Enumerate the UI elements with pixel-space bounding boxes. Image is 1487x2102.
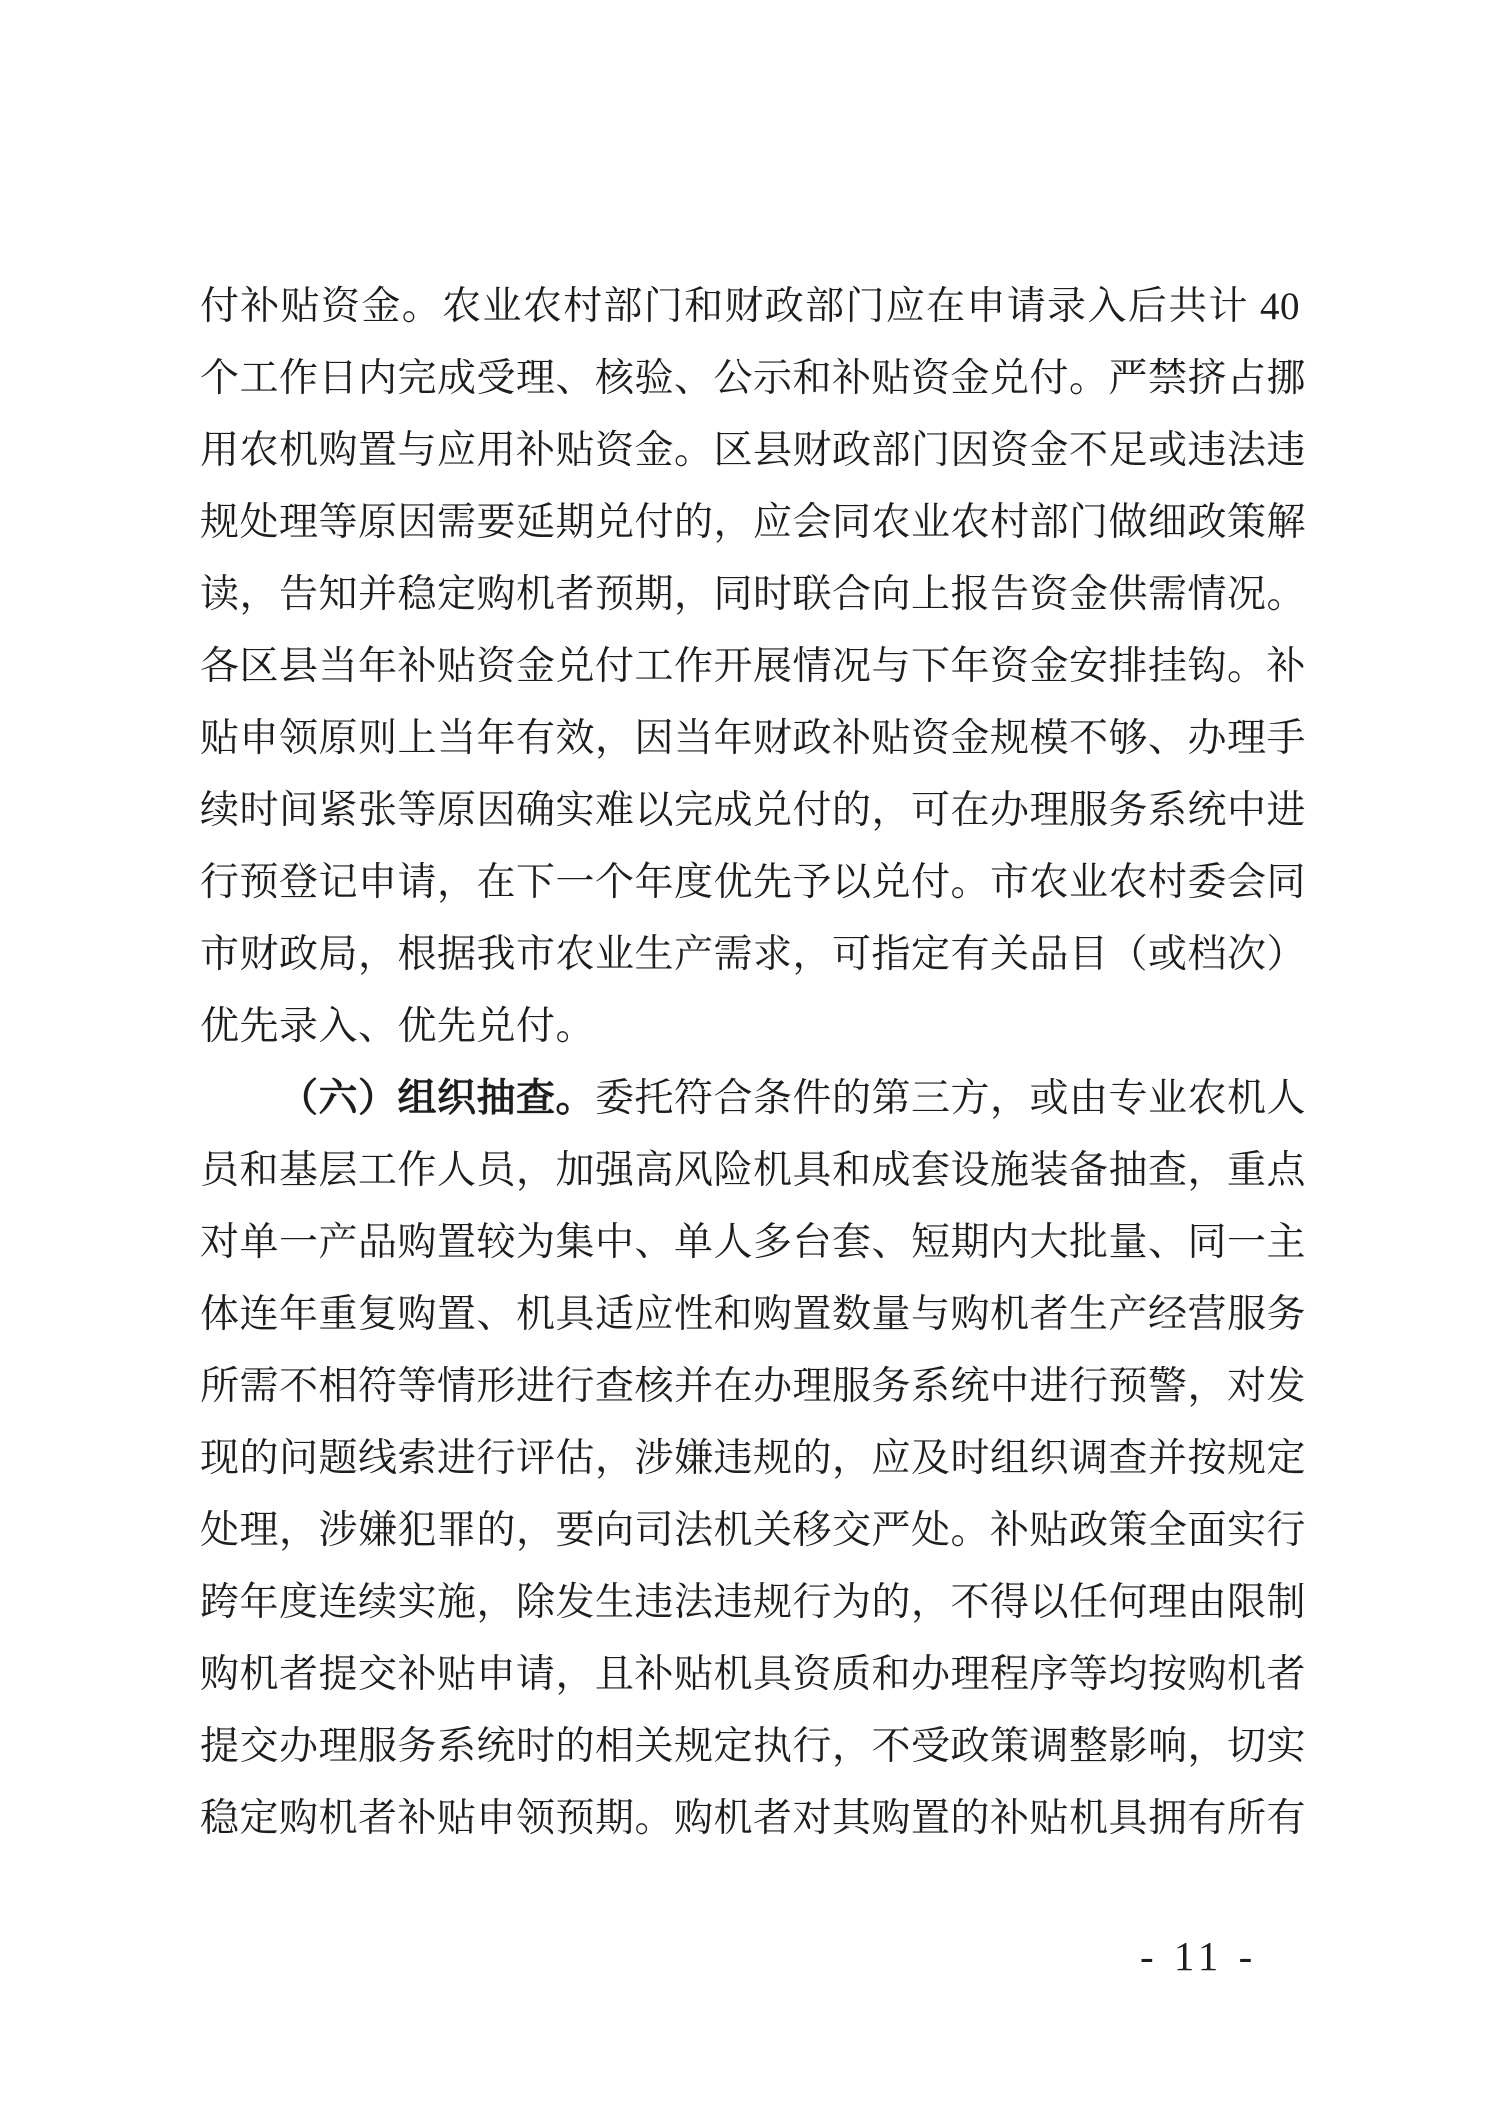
text-line: 续时间紧张等原因确实难以完成兑付的，可在办理服务系统中进 bbox=[200, 789, 1307, 832]
section-heading: （六）组织抽查。 bbox=[279, 1077, 596, 1120]
text-line: 各区县当年补贴资金兑付工作开展情况与下年资金安排挂钩。补 bbox=[200, 645, 1307, 688]
text-line: 稳定购机者补贴申领预期。购机者对其购置的补贴机具拥有所有 bbox=[200, 1797, 1307, 1840]
text-line: 贴申领原则上当年有效，因当年财政补贴资金规模不够、办理手 bbox=[200, 717, 1307, 760]
text-line: 提交办理服务系统时的相关规定执行，不受政策调整影响，切实 bbox=[200, 1725, 1307, 1768]
text-line: 购机者提交补贴申请，且补贴机具资质和办理程序等均按购机者 bbox=[200, 1653, 1307, 1696]
text-line: 所需不相符等情形进行查核并在办理服务系统中进行预警，对发 bbox=[200, 1365, 1307, 1408]
text-run: 委托符合条件的第三方，或由专业农机人 bbox=[595, 1077, 1307, 1120]
text-line: 跨年度连续实施，除发生违法违规行为的，不得以任何理由限制 bbox=[200, 1581, 1307, 1624]
text-line: 个工作日内完成受理、核验、公示和补贴资金兑付。严禁挤占挪 bbox=[200, 357, 1307, 400]
text-line: 规处理等原因需要延期兑付的，应会同农业农村部门做细政策解 bbox=[200, 501, 1307, 544]
text-line: 现的问题线索进行评估，涉嫌违规的，应及时组织调查并按规定 bbox=[200, 1437, 1307, 1480]
text-line: 付补贴资金。农业农村部门和财政部门应在申请录入后共计 40 bbox=[200, 285, 1300, 328]
text-line: 优先录入、优先兑付。 bbox=[200, 1005, 596, 1048]
text-line: 市财政局，根据我市农业生产需求，可指定有关品目（或档次） bbox=[200, 933, 1307, 976]
text-line: 员和基层工作人员，加强高风险机具和成套设施装备抽查，重点 bbox=[200, 1149, 1307, 1192]
text-line: 行预登记申请，在下一个年度优先予以兑付。市农业农村委会同 bbox=[200, 861, 1307, 904]
page-number: - 11 - bbox=[1140, 1933, 1258, 1979]
text-line: 对单一产品购置较为集中、单人多台套、短期内大批量、同一主 bbox=[200, 1221, 1307, 1264]
text-line: 读，告知并稳定购机者预期，同时联合向上报告资金供需情况。 bbox=[200, 573, 1307, 616]
text-line: 体连年重复购置、机具适应性和购置数量与购机者生产经营服务 bbox=[200, 1293, 1307, 1336]
text-line: 用农机购置与应用补贴资金。区县财政部门因资金不足或违法违 bbox=[200, 429, 1307, 472]
text-line: 处理，涉嫌犯罪的，要向司法机关移交严处。补贴政策全面实行 bbox=[200, 1509, 1307, 1552]
body-text bbox=[200, 271, 1307, 1855]
text-line bbox=[200, 1063, 1307, 1135]
